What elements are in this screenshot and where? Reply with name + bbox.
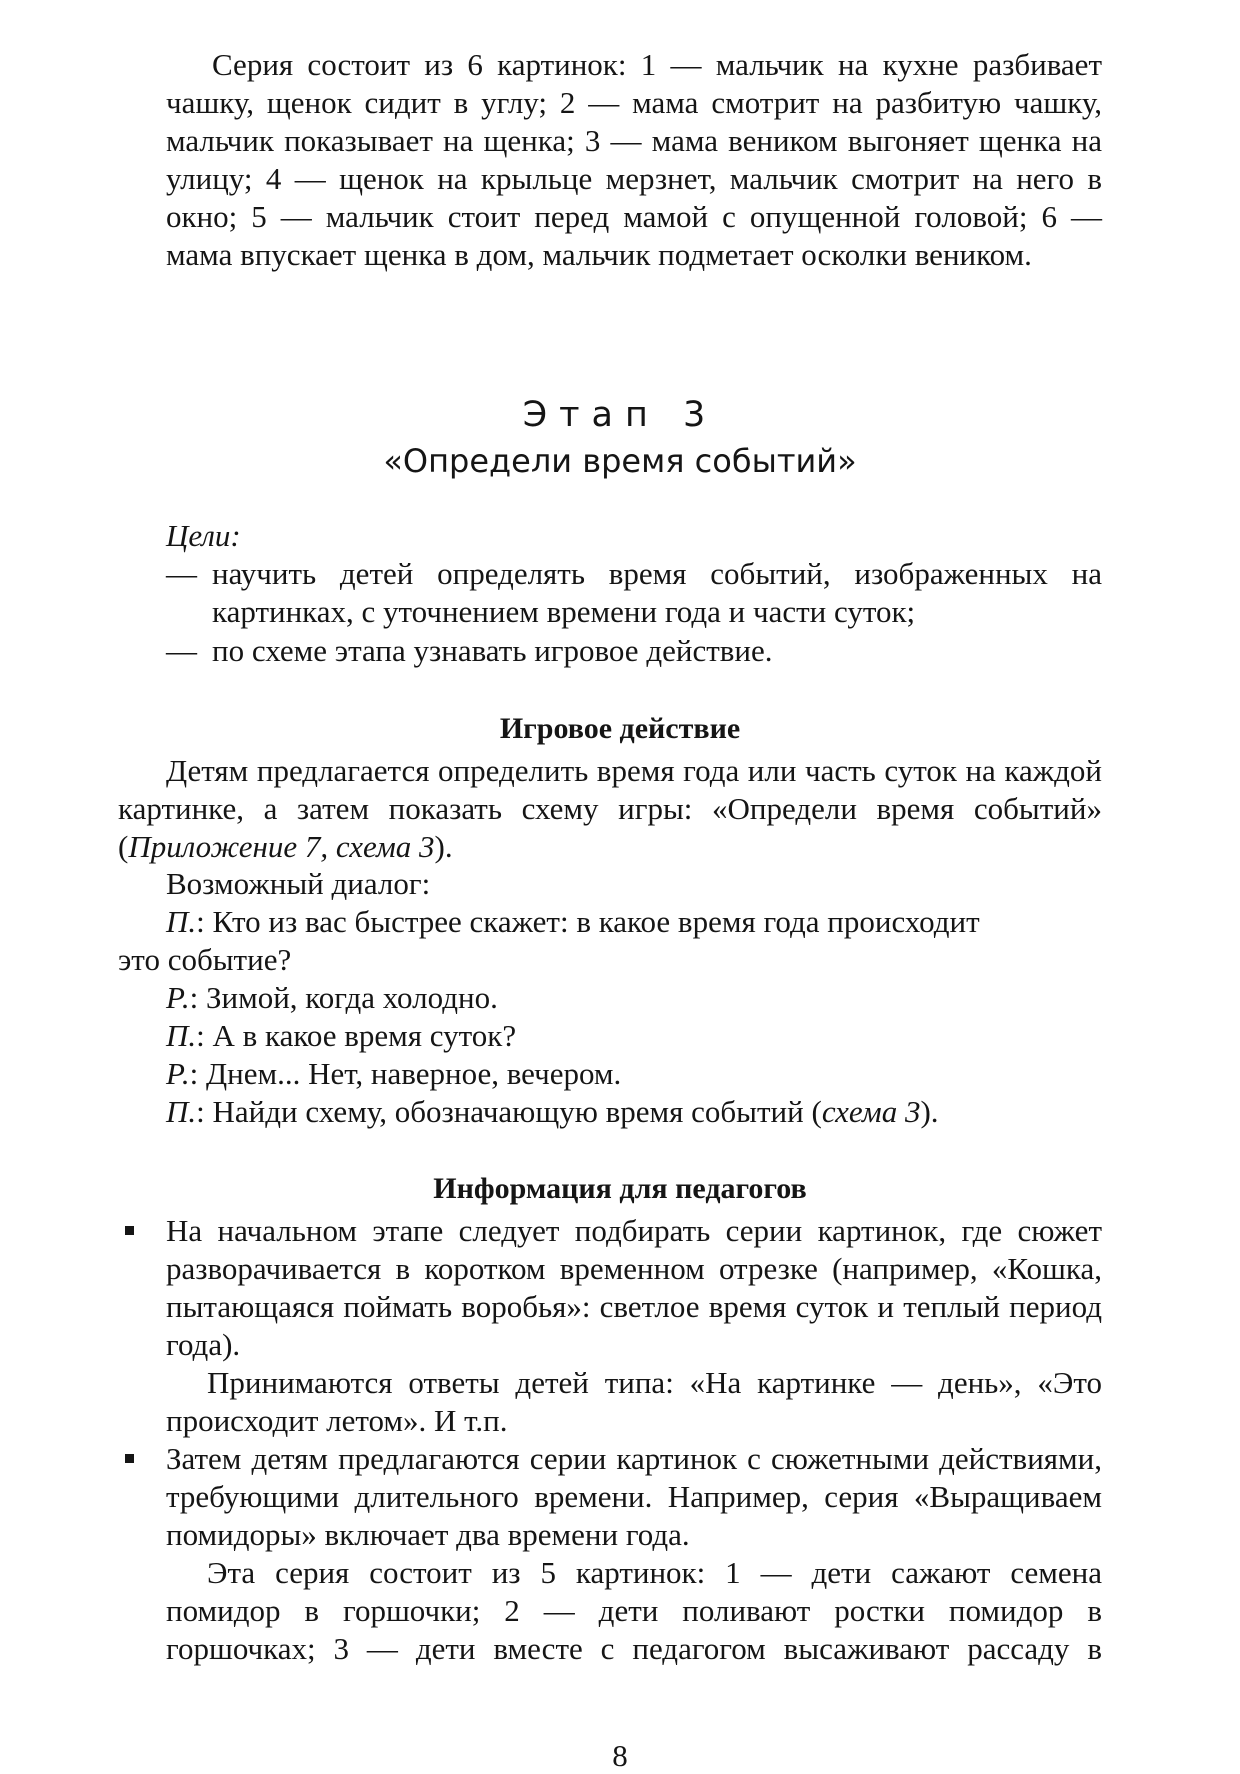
- goal-item: [166, 555, 1102, 631]
- info-bullet: [125, 1440, 1102, 1668]
- dialog-text: : Зимой, когда холодно.: [189, 980, 498, 1015]
- goal-text: научить детей определять время событий, изображенных на картинках, с уточнением времени года и части суток;: [212, 556, 1102, 629]
- speaker: Р.: [166, 980, 190, 1015]
- info-bullet-continuation: Принимаются ответы детей типа: «На картинке — день», «Это происходит летом». И т.п.: [166, 1365, 1102, 1438]
- goal-text: по схеме этапа узнавать игровое действие.: [212, 633, 773, 668]
- stage-title: Этап 3: [522, 395, 718, 435]
- info-bullet: [125, 1212, 1102, 1440]
- dialog-line: [166, 980, 498, 1016]
- dialog-text: : Найди схему, обозначающую время событий (: [196, 1094, 822, 1129]
- goals-heading: Цели:: [166, 518, 241, 553]
- dialog-text-end: ).: [920, 1094, 939, 1129]
- teacher-info-heading: Информация для педагогов: [433, 1172, 807, 1205]
- dialog-text: : Днем... Нет, наверное, вечером.: [189, 1056, 622, 1091]
- dialog-line: [166, 1018, 516, 1054]
- dialog-line: [166, 1056, 621, 1092]
- dash-marker: —: [166, 556, 197, 591]
- stage-subtitle: «Определи время событий»: [383, 442, 857, 480]
- dialog-line: [166, 904, 980, 940]
- game-action-paragraph: [118, 752, 1102, 866]
- scheme-reference: схема 3: [821, 1094, 921, 1129]
- game-action-text: Детям предлагается определить время года или часть суток на каждой картинке, а затем показать схему игры: «Определи время событий» (: [118, 753, 1102, 864]
- goal-item: [166, 632, 1102, 670]
- dialog-intro: Возможный диалог:: [166, 866, 431, 901]
- intro-paragraph: Серия состоит из 6 картинок: 1 — мальчик на кухне разбивает чашку, щенок сидит в углу; 2 — мама смотрит на разбитую чашку, мальчик показывает на щенка; 3 — мама веником выгоняет щенка на улицу; 4 — щенок на крыльце мерзнет, мальчик смотрит на него в окно; 5 — мальчик стоит перед мамой с опущенной головой; 6 — мама впускает щенка в дом, мальчик подметает осколки веником.: [166, 47, 1102, 272]
- info-bullet-text: На начальном этапе следует подбирать серии картинок, где сюжет разворачивается в коротком временном отрезке (например, «Кошка, пытающаяся поймать воробья»: светлое время суток и теплый период года).: [166, 1213, 1102, 1362]
- info-bullet-text: Затем детям предлагаются серии картинок с сюжетными действиями, требующими длительного времени. Например, серия «Выращиваем помидоры» включает два времени года.: [166, 1441, 1102, 1552]
- speaker: П.: [166, 904, 197, 939]
- dialog-text: : А в какое время суток?: [196, 1018, 517, 1053]
- speaker: П.: [166, 1018, 197, 1053]
- bullet-marker: [125, 1226, 134, 1235]
- dash-marker: —: [166, 633, 197, 668]
- bullet-marker: [125, 1454, 134, 1463]
- game-action-text-end: ).: [434, 829, 453, 864]
- dialog-line: [118, 942, 291, 978]
- speaker: Р.: [166, 1056, 190, 1091]
- dialog-text: : Кто из вас быстрее скажет: в какое время года происходит: [196, 904, 980, 939]
- info-bullet-continuation: Эта серия состоит из 5 картинок: 1 — дети сажают семена помидор в горшочки; 2 — дети поливают ростки помидор в горшочках; 3 — дети вместе с педагогом высаживают рассаду в: [166, 1555, 1102, 1666]
- page-number: 8: [612, 1738, 628, 1773]
- game-action-heading: Игровое действие: [499, 712, 741, 745]
- dialog-line: [166, 1094, 939, 1130]
- speaker: П.: [166, 1094, 197, 1129]
- dialog-text: это событие?: [118, 942, 292, 977]
- appendix-reference: Приложение 7, схема 3: [128, 829, 435, 864]
